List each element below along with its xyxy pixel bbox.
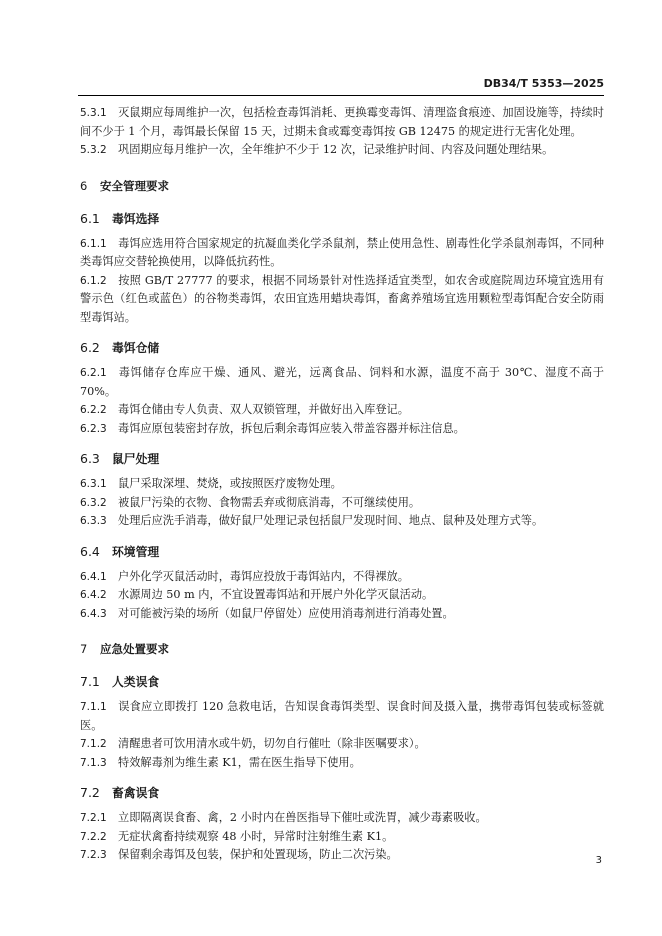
clause-number: 6.4.3: [80, 607, 107, 620]
clause-text: 毒饵应选用符合国家规定的抗凝血类化学杀鼠剂，禁止使用急性、剧毒性化学杀鼠剂毒饵，不同种类毒饵应交替轮换使用，以降低抗药性。: [80, 236, 604, 268]
clause-text: 对可能被污染的场所（如鼠尸停留处）应使用消毒剂进行消毒处置。: [118, 606, 454, 620]
section-heading: [80, 784, 604, 801]
heading-text: 畜禽误食: [112, 786, 160, 800]
clause-text: 特效解毒剂为维生素 K1，需在医生指导下使用。: [118, 755, 361, 769]
clause-number: 5.3.1: [80, 107, 107, 119]
clause-paragraph: [80, 104, 604, 141]
clause-number: 6.1.2: [80, 274, 107, 287]
section-heading: [80, 339, 604, 356]
clause-number: 6.1: [80, 210, 100, 226]
clause-number: 6: [80, 178, 88, 193]
clause-text: 户外化学灭鼠活动时，毒饵应投放于毒饵站内，不得裸放。: [118, 569, 409, 583]
clause-text: 毒饵仓储由专人负责、双人双锁管理，并做好出入库登记。: [118, 403, 409, 416]
clause-text: 鼠尸采取深埋、焚烧，或按照医疗废物处理。: [118, 477, 342, 490]
clause-number: 6.3: [80, 451, 100, 466]
clause-number: 6.2.2: [80, 404, 107, 416]
clause-paragraph: [80, 364, 604, 401]
clause-number: 7.1: [80, 674, 100, 689]
clause-text: 被鼠尸污染的衣物、食物需丢弃或彻底消毒，不可继续使用。: [118, 495, 421, 509]
clause-number: 6.4.1: [80, 570, 107, 583]
clause-text: 毒饵储存仓库应干燥、通风、避光，远离食品、饲料和水源，温度不高于 30℃、湿度不高于70%。: [80, 366, 604, 398]
clause-number: 7: [80, 642, 88, 656]
clause-paragraph: [80, 272, 604, 328]
clause-paragraph: [80, 494, 604, 513]
clause-paragraph: [80, 141, 604, 160]
clause-number: 6.3.1: [80, 478, 107, 490]
clause-number: 7.2.3: [80, 849, 107, 861]
section-heading: [80, 210, 604, 227]
clause-number: 6.3.2: [80, 496, 107, 509]
clause-paragraph: [80, 809, 604, 828]
header-rule: [78, 95, 604, 96]
clause-paragraph: [80, 401, 604, 420]
clause-paragraph: [80, 735, 604, 754]
heading-text: 安全管理要求: [100, 178, 169, 193]
clause-number: 6.2.1: [80, 367, 107, 379]
clause-number: 6.4: [80, 543, 100, 559]
clause-text: 立即隔离误食畜、禽，2 小时内在兽医指导下催吐或洗胃，减少毒素吸收。: [118, 811, 487, 824]
clause-paragraph: [80, 698, 604, 735]
document-code: DB34/T 5353—2025: [483, 77, 604, 90]
clause-text: 无症状禽畜持续观察 48 小时，异常时注射维生素 K1。: [118, 829, 394, 843]
clause-text: 灭鼠期应每周维护一次，包括检查毒饵消耗、更换霉变毒饵、清理盗食痕迹、加固设施等，持续时间不少于 1 个月，毒饵最长保留 15 天，过期未食或霉变毒饵按 GB 12475 的规定进行无害化处理。: [80, 106, 604, 138]
clause-number: 7.2: [80, 785, 100, 800]
clause-paragraph: [80, 846, 604, 865]
document-body: [80, 104, 604, 865]
section-heading: [80, 543, 604, 560]
clause-paragraph: [80, 512, 604, 531]
heading-text: 毒饵选择: [112, 211, 160, 226]
clause-number: 6.2.3: [80, 422, 107, 435]
heading-text: 人类误食: [112, 675, 160, 689]
clause-paragraph: [80, 828, 604, 847]
clause-number: 6.3.3: [80, 515, 107, 527]
chapter-heading: [80, 641, 604, 657]
clause-number: 6.1.1: [80, 237, 107, 250]
clause-number: 5.3.2: [80, 144, 107, 156]
clause-text: 保留剩余毒饵及包装，保护和处置现场，防止二次污染。: [118, 848, 398, 861]
clause-paragraph: [80, 586, 604, 605]
chapter-heading: [80, 178, 604, 194]
clause-paragraph: [80, 605, 604, 624]
section-heading: [80, 450, 604, 467]
section-heading: [80, 673, 604, 690]
clause-paragraph: [80, 568, 604, 587]
heading-text: 毒饵仓储: [112, 341, 160, 355]
clause-text: 按照 GB/T 27777 的要求，根据不同场景针对性选择适宜类型，如农舍或庭院周边环境宜选用有警示色（红色或蓝色）的谷物类毒饵，农田宜选用蜡块毒饵，畜禽养殖场宜选用颗粒型毒饵配合安全防雨型毒饵站。: [80, 273, 604, 324]
page-number: 3: [595, 855, 602, 866]
clause-number: 7.1.2: [80, 738, 107, 750]
clause-paragraph: [80, 235, 604, 272]
clause-text: 巩固期应每月维护一次，全年维护不少于 12 次，记录维护时间、内容及问题处理结果。: [118, 143, 554, 156]
clause-text: 处理后应洗手消毒，做好鼠尸处理记录包括鼠尸发现时间、地点、鼠种及处理方式等。: [118, 514, 544, 527]
clause-text: 水源周边 50 m 内，不宜设置毒饵站和开展户外化学灭鼠活动。: [118, 588, 434, 601]
heading-text: 环境管理: [112, 544, 160, 559]
clause-number: 6.4.2: [80, 589, 107, 601]
clause-paragraph: [80, 420, 604, 439]
clause-number: 7.1.1: [80, 701, 107, 713]
clause-text: 毒饵应原包装密封存放，拆包后剩余毒饵应装入带盖容器并标注信息。: [118, 421, 465, 435]
clause-number: 6.2: [80, 340, 100, 355]
heading-text: 鼠尸处理: [112, 452, 160, 466]
clause-text: 误食应立即拨打 120 急救电话，告知误食毒饵类型、误食时间及摄入量，携带毒饵包装或标签就医。: [80, 700, 604, 732]
heading-text: 应急处置要求: [100, 642, 169, 656]
clause-paragraph: [80, 475, 604, 494]
clause-number: 7.2.2: [80, 830, 107, 843]
clause-paragraph: [80, 754, 604, 773]
clause-number: 7.2.1: [80, 812, 107, 824]
clause-text: 清醒患者可饮用清水或牛奶，切勿自行催吐（除非医嘱要求）。: [118, 737, 426, 750]
clause-number: 7.1.3: [80, 756, 107, 769]
